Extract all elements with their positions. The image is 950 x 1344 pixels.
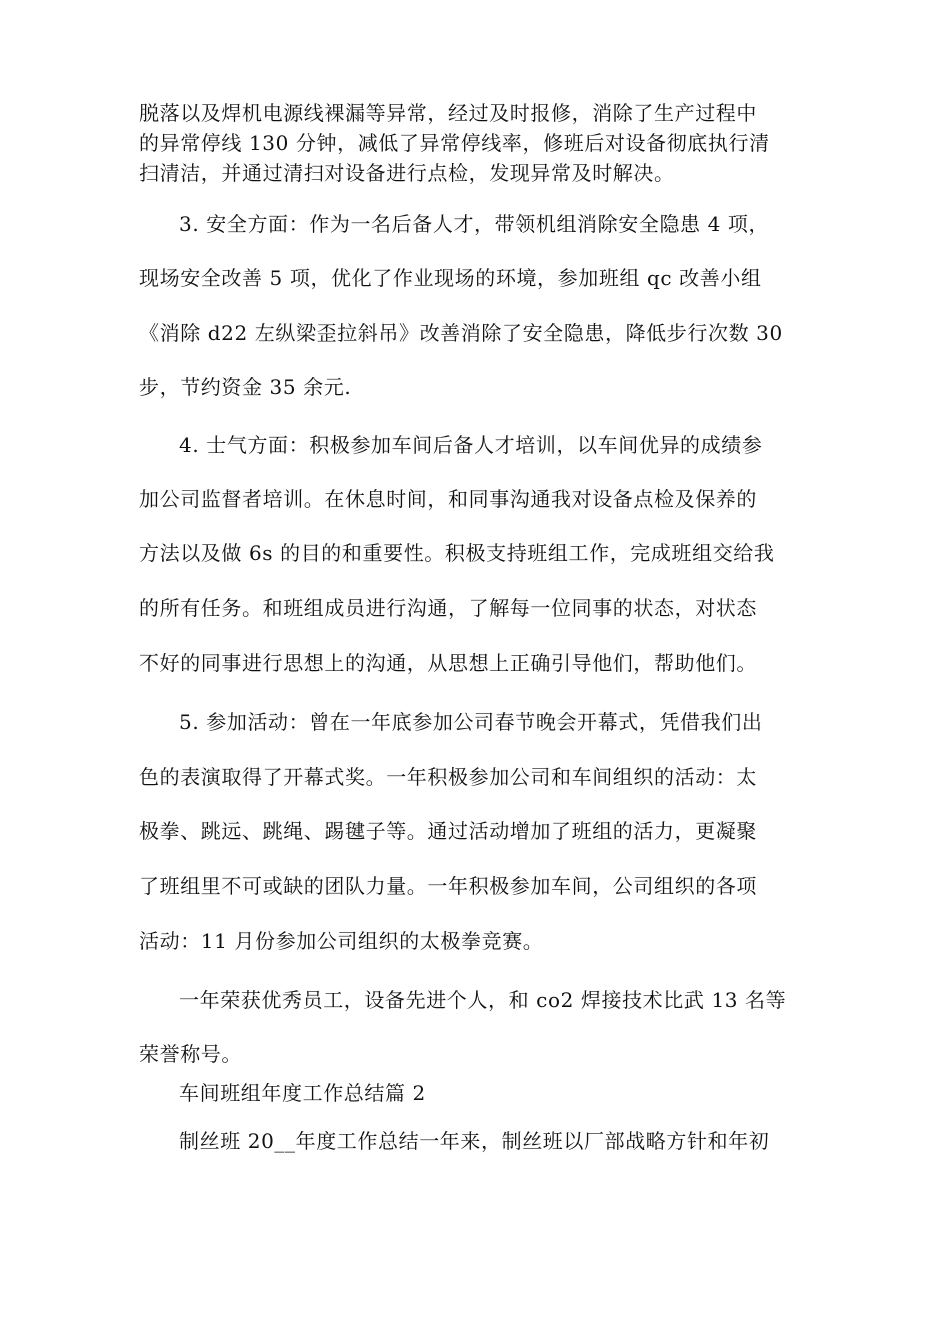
text-line: 活动：11 月份参加公司组织的太极拳竞赛。 — [139, 929, 544, 953]
text-line: 的所有任务。和班组成员进行沟通，了解每一位同事的状态，对状态 — [139, 596, 757, 620]
text-line: 加公司监督者培训。在休息时间，和同事沟通我对设备点检及保养的 — [139, 487, 757, 511]
text-line: 不好的同事进行思想上的沟通，从思想上正确引导他们，帮助他们。 — [139, 651, 757, 675]
text-line: 现场安全改善 5 项，优化了作业现场的环境，参加班组 qc 改善小组 — [139, 266, 762, 290]
text-line: 《消除 d22 左纵梁歪拉斜吊》改善消除了安全隐患，降低步行次数 30 — [139, 321, 783, 345]
text-line: 极拳、跳远、跳绳、踢毽子等。通过活动增加了班组的活力，更凝聚 — [139, 819, 757, 843]
text-line: 方法以及做 6s 的目的和重要性。积极支持班组工作，完成班组交给我 — [139, 541, 775, 565]
text-line: 色的表演取得了开幕式奖。一年积极参加公司和车间组织的活动：太 — [139, 765, 757, 789]
text-line: 步，节约资金 35 余元. — [139, 375, 352, 399]
text-line: 3. 安全方面：作为一名后备人才，带领机组消除安全隐患 4 项， — [179, 212, 770, 236]
text-line: 了班组里不可或缺的团队力量。一年积极参加车间，公司组织的各项 — [139, 874, 757, 898]
text-line: 扫清洁，并通过清扫对设备进行点检，发现异常及时解决。 — [139, 161, 675, 185]
text-line: 的异常停线 130 分钟，减低了异常停线率，修班后对设备彻底执行清 — [139, 131, 770, 155]
section-heading: 车间班组年度工作总结篇 2 — [179, 1081, 426, 1105]
text-line: 5. 参加活动：曾在一年底参加公司春节晚会开幕式，凭借我们出 — [179, 710, 763, 734]
text-line: 脱落以及焊机电源线裸漏等异常，经过及时报修，消除了生产过程中 — [139, 101, 757, 125]
text-line: 一年荣获优秀员工，设备先进个人，和 co2 焊接技术比武 13 名等 — [179, 988, 787, 1012]
text-line: 荣誉称号。 — [139, 1042, 242, 1066]
text-line: 4. 士气方面：积极参加车间后备人才培训，以车间优异的成绩参 — [179, 433, 763, 457]
text-line: 制丝班 20__年度工作总结一年来，制丝班以厂部战略方针和年初 — [179, 1129, 770, 1153]
